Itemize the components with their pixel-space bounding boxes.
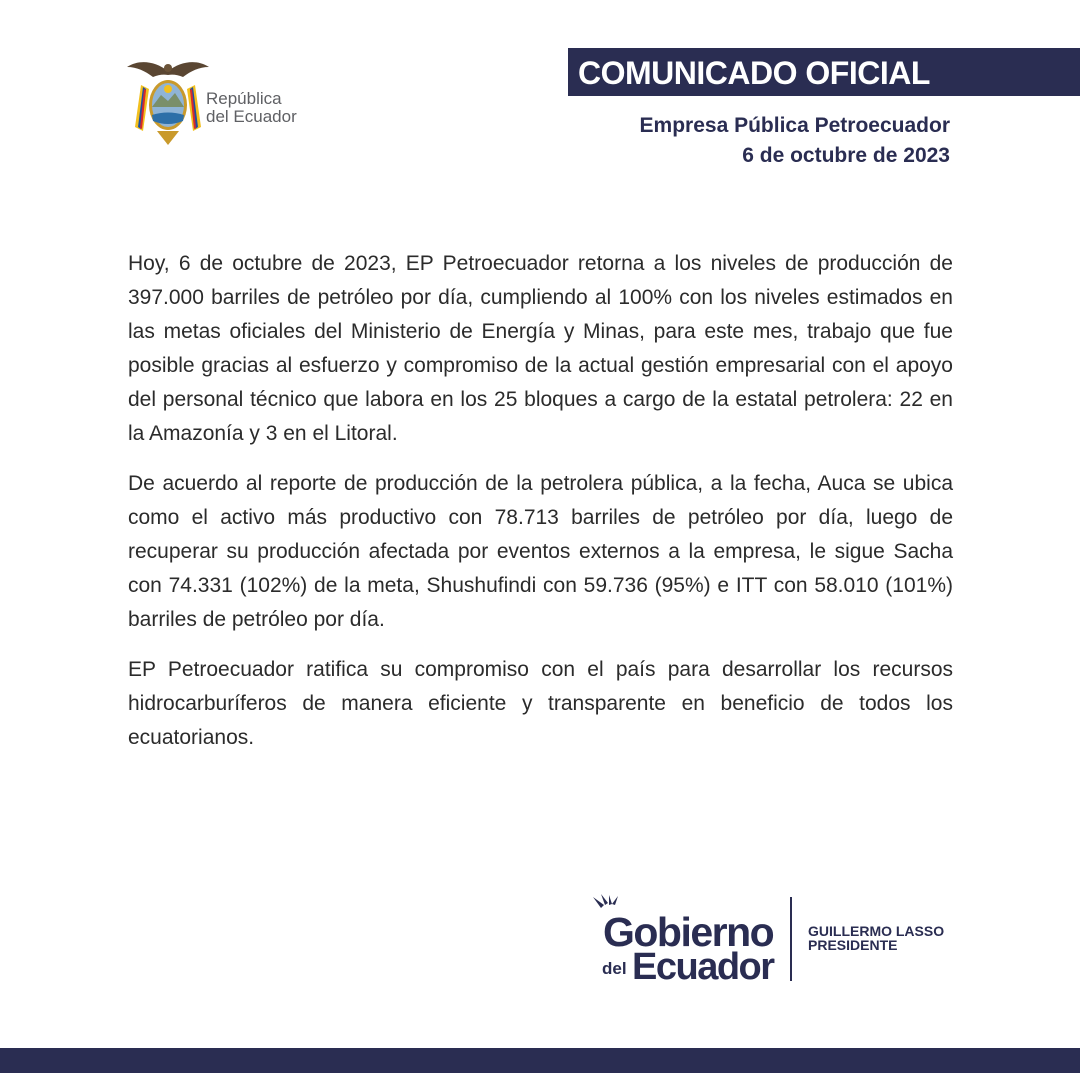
republic-line-1: República (206, 89, 282, 108)
footer-bar (0, 1048, 1080, 1073)
paragraph-1: Hoy, 6 de octubre de 2023, EP Petroecuador retorna a los niveles de producción de 397.000 barriles de petróleo por día, cumpliendo al 100% con los niveles estimados en las metas oficiales del Ministerio de Energía y Minas, para este mes, trabajo que fue posible gracias al esfuerzo y compromiso de la actual gestión empresarial con el apoyo del personal técnico que labora en los 25 bloques a cargo de la estatal petrolera: 22 en la Amazonía y 3 en el Litoral. (128, 252, 953, 445)
president-title: PRESIDENTE (808, 937, 898, 953)
republica-del-ecuador-label (206, 90, 297, 126)
republic-line-2: del Ecuador (206, 107, 297, 126)
president-block (808, 924, 944, 952)
paragraph-3: EP Petroecuador ratifica su compromiso con el país para desarrollar los recursos hidrocarburíferos de manera eficiente y transparente en beneficio de todos los ecuatorianos. (128, 658, 953, 749)
communique-body (128, 247, 953, 771)
gov-word-del: del (602, 959, 627, 978)
logo-divider (790, 897, 792, 981)
issuer-block (640, 111, 950, 171)
title-banner (568, 48, 1080, 96)
president-name: GUILLERMO LASSO (808, 923, 945, 939)
issuer-name: Empresa Pública Petroecuador (639, 114, 950, 137)
gov-word-gobierno: Gobierno (603, 909, 774, 955)
page-title: COMUNICADO OFICIAL (578, 55, 930, 91)
issue-date: 6 de octubre de 2023 (742, 144, 950, 167)
gobierno-del-ecuador-logo (590, 893, 790, 988)
coat-of-arms-logo (125, 55, 211, 147)
paragraph-2: De acuerdo al reporte de producción de la petrolera pública, a la fecha, Auca se ubica como el activo más productivo con 78.713 barriles de petróleo por día, luego de recuperar su producción afectada por eventos externos a la empresa, le sigue Sacha con 74.331 (102%) de la meta, Shushufindi con 59.736 (95%) e ITT con 58.010 (101%) barriles de petróleo por día. (128, 472, 953, 631)
gov-word-ecuador: Ecuador (632, 946, 774, 988)
sun-rays-icon (593, 894, 618, 908)
